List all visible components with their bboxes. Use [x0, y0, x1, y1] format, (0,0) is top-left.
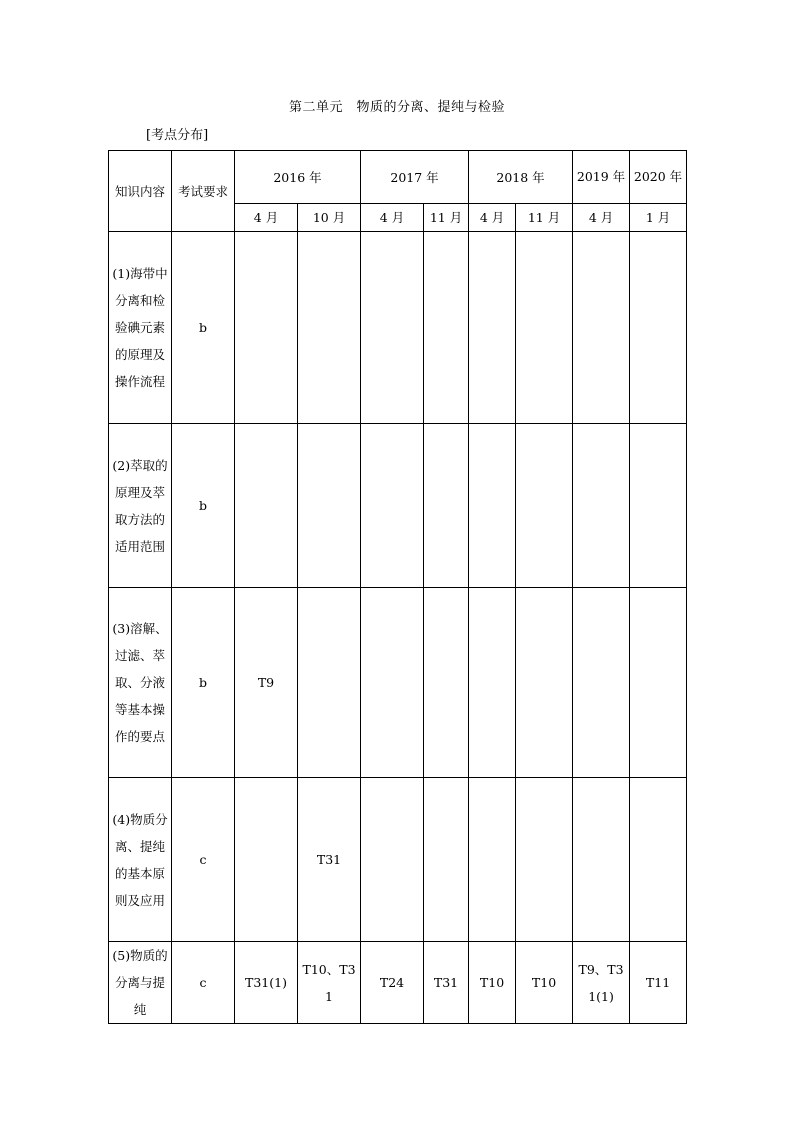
header-requirement-label: 考试要求: [172, 151, 235, 232]
row-cell: [298, 232, 361, 424]
header-content-label: 知识内容: [109, 151, 172, 232]
row-cell: [516, 588, 573, 778]
row-content: (1)海带中分离和检验碘元素的原理及操作流程: [109, 232, 172, 424]
row-requirement: c: [172, 942, 235, 1024]
row-cell: [469, 778, 516, 942]
row-cell: [424, 424, 469, 588]
table-row: [109, 942, 687, 1024]
row-cell: [516, 778, 573, 942]
row-cell: T10: [469, 942, 516, 1024]
header-month: 4 月: [235, 204, 298, 232]
header-month: 1 月: [630, 204, 687, 232]
row-cell: [630, 778, 687, 942]
row-cell: [469, 588, 516, 778]
row-cell: [630, 232, 687, 424]
row-content: (5)物质的分离与提纯: [109, 942, 172, 1024]
row-cell: T31: [298, 778, 361, 942]
row-cell: [516, 424, 573, 588]
row-cell: T31(1): [235, 942, 298, 1024]
row-cell: [469, 232, 516, 424]
row-requirement: c: [172, 778, 235, 942]
row-cell: [573, 588, 630, 778]
header-month: 4 月: [573, 204, 630, 232]
row-content: (4)物质分离、提纯的基本原则及应用: [109, 778, 172, 942]
row-cell: [235, 778, 298, 942]
row-cell: T31: [424, 942, 469, 1024]
table-row: [109, 232, 687, 424]
header-year-2020: 2020 年: [630, 151, 687, 204]
row-requirement: b: [172, 232, 235, 424]
row-cell: T10: [516, 942, 573, 1024]
row-cell: [516, 232, 573, 424]
header-row-years: [109, 151, 687, 204]
row-requirement: b: [172, 424, 235, 588]
row-content: (3)溶解、过滤、萃取、分液等基本操作的要点: [109, 588, 172, 778]
header-month: 4 月: [469, 204, 516, 232]
page-title: 第二单元 物质的分离、提纯与检验: [288, 100, 505, 115]
header-year-2016: 2016 年: [235, 151, 361, 204]
header-month: 11 月: [424, 204, 469, 232]
section-subtitle: [考点分布]: [146, 128, 209, 143]
row-content: (2)萃取的原理及萃取方法的适用范围: [109, 424, 172, 588]
table-row: [109, 588, 687, 778]
row-requirement: b: [172, 588, 235, 778]
header-year-2018: 2018 年: [469, 151, 573, 204]
row-cell: T9、T31(1): [573, 942, 630, 1024]
row-cell: [573, 778, 630, 942]
row-cell: [573, 232, 630, 424]
row-cell: [361, 588, 424, 778]
row-cell: [235, 424, 298, 588]
row-cell: [424, 232, 469, 424]
header-month: 10 月: [298, 204, 361, 232]
table-row: [109, 778, 687, 942]
row-cell: T24: [361, 942, 424, 1024]
row-cell: T9: [235, 588, 298, 778]
row-cell: [630, 424, 687, 588]
table-row: [109, 424, 687, 588]
row-cell: T10、T31: [298, 942, 361, 1024]
row-cell: [361, 778, 424, 942]
exam-distribution-table: [108, 150, 687, 1024]
header-year-2019: 2019 年: [573, 151, 630, 204]
row-cell: [361, 424, 424, 588]
row-cell: [469, 424, 516, 588]
row-cell: [235, 232, 298, 424]
row-cell: [298, 588, 361, 778]
row-cell: [424, 588, 469, 778]
row-cell: [630, 588, 687, 778]
header-month: 11 月: [516, 204, 573, 232]
header-month: 4 月: [361, 204, 424, 232]
row-cell: T11: [630, 942, 687, 1024]
row-cell: [424, 778, 469, 942]
row-cell: [361, 232, 424, 424]
header-year-2017: 2017 年: [361, 151, 469, 204]
row-cell: [573, 424, 630, 588]
row-cell: [298, 424, 361, 588]
